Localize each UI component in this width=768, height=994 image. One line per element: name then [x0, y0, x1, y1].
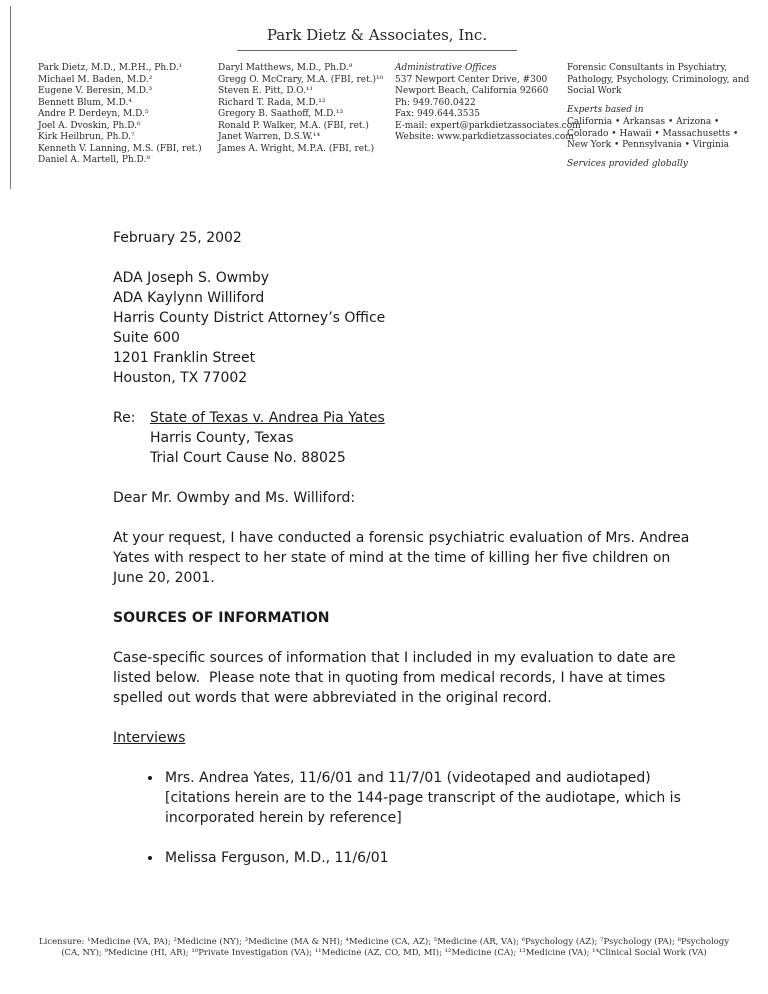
staff-member: Eugene V. Beresin, M.D.³ [38, 86, 153, 96]
states-list [567, 117, 759, 152]
letter-body [113, 228, 694, 868]
recipient-line: ADA Kaylynn Williford [113, 290, 265, 306]
recipient-line: Suite 600 [113, 330, 180, 346]
staff-member: Gregg O. McCrary, M.A. (FBI, ret.)¹⁰ [218, 74, 384, 85]
case-title: State of Texas v. Andrea Pia Yates [150, 410, 385, 426]
states-line: Colorado • Hawaii • Massachusetts • [567, 128, 739, 139]
experts-based-in-heading: Experts based in [567, 104, 644, 115]
admin-offices-line: E-mail: expert@parkdietzassociates.com [395, 120, 581, 131]
staff-member: Gregory B. Saathoff, M.D.¹³ [218, 109, 344, 119]
recipient-line: Harris County District Attorney’s Office [113, 310, 386, 326]
services-description: Forensic Consultants in Psychiatry, Pathology, Psychology, Criminology, and Social Work [567, 63, 750, 96]
admin-offices-heading: Administrative Offices [395, 63, 497, 73]
licensure-footer [20, 937, 748, 959]
admin-offices-line: Website: www.parkdietzassociates.com [395, 132, 574, 142]
states-line: California • Arkansas • Arizona • [567, 117, 720, 127]
admin-offices-line: 537 Newport Center Drive, #300 [395, 74, 548, 85]
licensure-text: Licensure: ¹Medicine (VA, PA); ²Medicine (NY); ³Medicine (MA & NH); ⁴Medicine (CA, AZ); ⁵Medicine (AR, VA); ⁶Psychology (AZ); ⁷Psychology (PA); ⁸Psychology (CA, NY); ⁹Medicine (HI, AR); ¹⁰Private Investigation (VA); ¹¹Medicine (AZ, CO, MD, MI); ¹²Medicine (CA); ¹³Medicine (VA); ¹⁴Clinical Social Work (VA) [38, 937, 730, 958]
staff-member: Richard T. Rada, M.D.¹² [218, 97, 326, 108]
interview-item: • Melissa Ferguson, M.D., 11/6/01 [163, 848, 691, 868]
paragraph-evaluation: At your request, I have conducted a forensic psychiatric evaluation of Mrs. Andrea Yates with respect to her state of mind at the time of killing her five children on June 20, 2001. [113, 530, 694, 586]
company-name: Park Dietz & Associates, Inc. [266, 26, 488, 44]
interview-item: • Mrs. Andrea Yates, 11/6/01 and 11/7/01 (videotaped and audiotaped) [citations herein are to the 144-page transcript of the audiotape, which is incorporated herein by reference] [163, 768, 691, 828]
staff-member: Andre P. Derdeyn, M.D.⁵ [38, 109, 149, 119]
staff-member: Kenneth V. Lanning, M.S. (FBI, ret.) [38, 143, 202, 154]
staff-member: Michael M. Baden, M.D.² [38, 74, 153, 85]
re-detail-line: Trial Court Cause No. 88025 [150, 450, 346, 466]
scan-edge-artifact [10, 6, 11, 189]
subsection-heading-interviews: Interviews [113, 730, 186, 746]
staff-member: Janet Warren, D.S.W.¹⁴ [218, 132, 321, 142]
staff-member: Bennett Blum, M.D.⁴ [38, 97, 132, 108]
company-title-underline [237, 26, 517, 51]
states-line: New York • Pennsylvania • Virginia [567, 140, 730, 150]
staff-member: James A. Wright, M.P.A. (FBI, ret.) [218, 143, 375, 154]
re-label: Re: [113, 410, 136, 426]
recipient-line: 1201 Franklin Street [113, 350, 256, 366]
salutation: Dear Mr. Owmby and Ms. Williford: [113, 490, 356, 506]
recipient-address-block [113, 268, 691, 388]
admin-offices-line: Newport Beach, California 92660 [395, 86, 549, 96]
staff-member: Joel A. Dvoskin, Ph.D.⁶ [38, 120, 141, 131]
recipient-line: ADA Joseph S. Owmby [113, 270, 270, 286]
admin-offices-line: Ph: 949.760.0422 [395, 97, 476, 108]
staff-member: Steven E. Pitt, D.O.¹¹ [218, 86, 314, 96]
re-detail-line: Harris County, Texas [150, 430, 294, 446]
staff-member: Kirk Heilbrun, Ph.D.⁷ [38, 132, 135, 142]
staff-column-2 [218, 63, 383, 155]
interviews-bullet-list [113, 768, 691, 868]
staff-column-1 [38, 63, 202, 167]
staff-member: Ronald P. Walker, M.A. (FBI, ret.) [218, 120, 369, 131]
admin-offices-line: Fax: 949.644.3535 [395, 109, 480, 119]
recipient-line: Houston, TX 77002 [113, 370, 248, 386]
admin-offices-column [395, 63, 581, 144]
re-detail-lines [150, 428, 691, 468]
section-heading-sources: SOURCES OF INFORMATION [113, 610, 330, 626]
admin-offices-lines [395, 75, 581, 144]
re-block [113, 408, 691, 468]
staff-member: Park Dietz, M.D., M.P.H., Ph.D.¹ [38, 63, 183, 73]
letter-date: February 25, 2002 [113, 230, 242, 246]
staff-member: Daniel A. Martell, Ph.D.⁸ [38, 155, 150, 165]
staff-member: Daryl Matthews, M.D., Ph.D.⁹ [218, 63, 353, 73]
paragraph-case-sources: Case-specific sources of information that I included in my evaluation to date are listed below. Please note that in quoting from medical records, I have at times spelled out words that were abbreviated in the original record. [113, 650, 680, 706]
services-global-note: Services provided globally [567, 158, 688, 169]
services-column [567, 63, 759, 170]
re-row [113, 408, 691, 428]
